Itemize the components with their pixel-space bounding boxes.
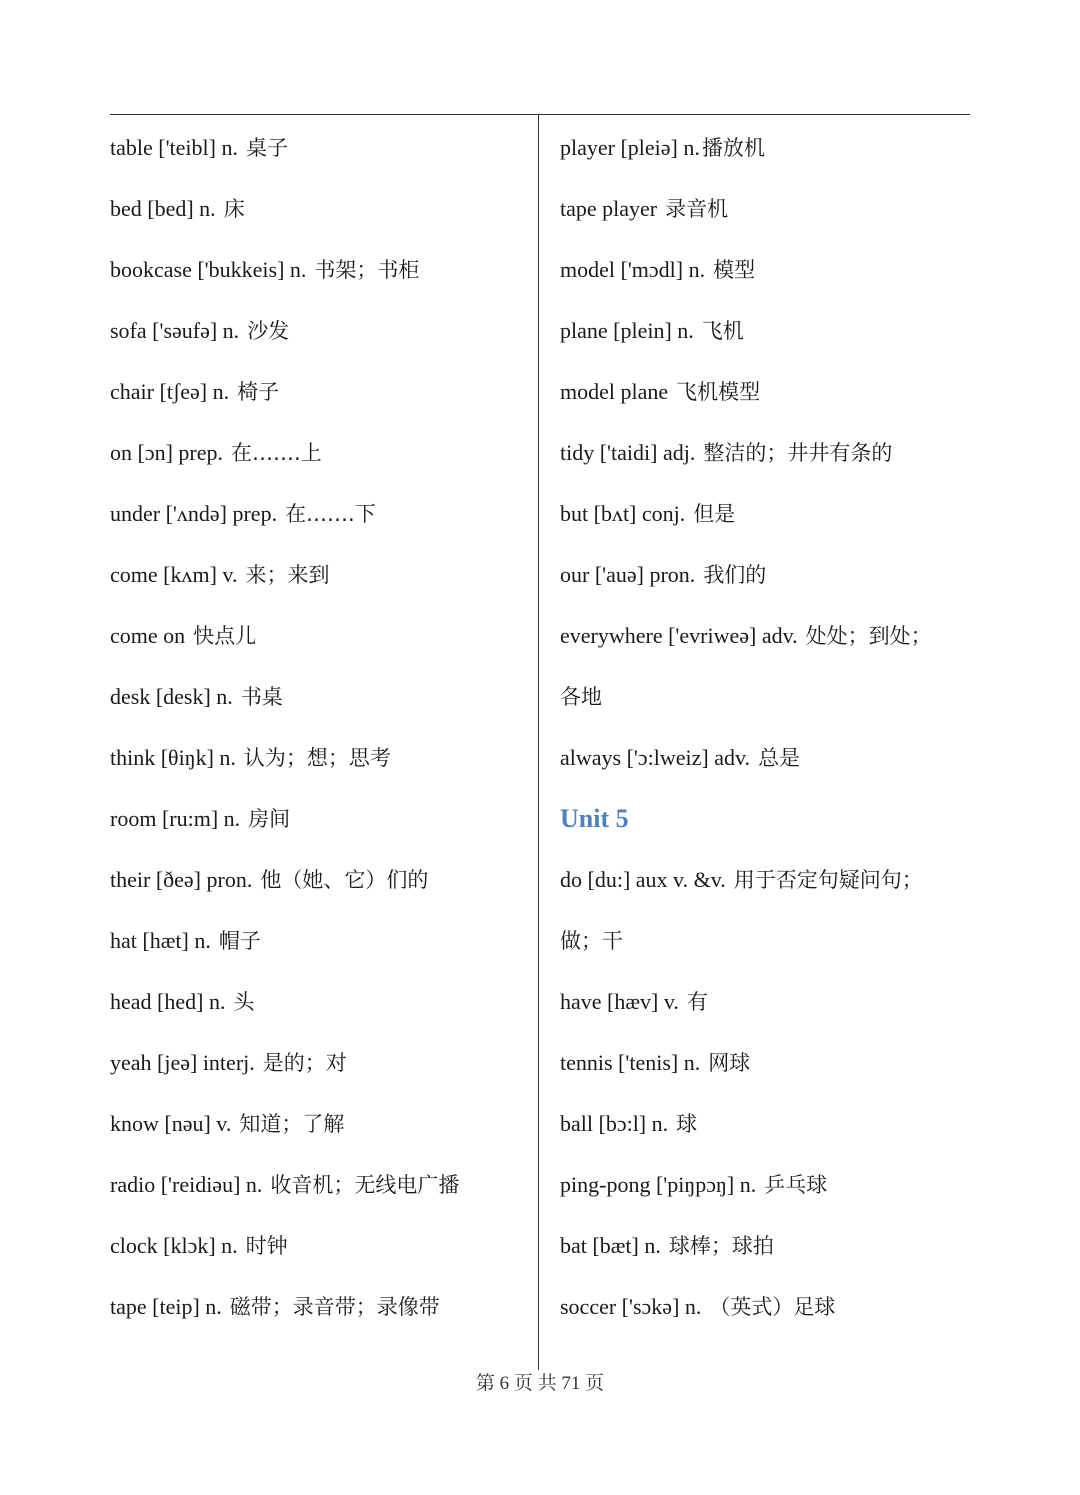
vocab-entry [110, 849, 530, 910]
entry-english: come on [110, 623, 186, 648]
entry-chinese: 是的；对 [262, 1051, 347, 1075]
entry-english: yeah [jeə] interj. [110, 1050, 255, 1075]
entry-english: ping-pong ['piŋpɔŋ] n. [560, 1172, 757, 1197]
vocab-entry [560, 1154, 980, 1215]
entry-chinese: 乒乓球 [764, 1173, 828, 1197]
entry-english: hat [hæt] n. [110, 928, 211, 953]
vocab-entry [110, 239, 530, 300]
entry-chinese: 桌子 [245, 136, 288, 160]
entry-chinese: 他（她、它）们的 [260, 868, 429, 892]
entry-chinese: 网球 [708, 1051, 751, 1075]
entry-english: think [θiŋk] n. [110, 745, 236, 770]
entry-chinese: 知道；了解 [239, 1112, 345, 1136]
entry-chinese: 飞机模型 [676, 380, 761, 404]
entry-english: model plane [560, 379, 669, 404]
entry-english: chair [tʃeə] n. [110, 379, 230, 404]
entry-chinese: 录音机 [665, 197, 729, 221]
entry-english: our ['auə] pron. [560, 562, 696, 587]
entry-chinese: 时钟 [245, 1234, 288, 1258]
vocab-entry [560, 544, 980, 605]
entry-english: soccer ['sɔkə] n. [560, 1294, 702, 1319]
entry-english: player [pleiə] n. [560, 135, 700, 160]
vocab-entry [560, 1276, 980, 1337]
vocab-entry [560, 178, 980, 239]
entry-chinese: 整洁的；井井有条的 [703, 441, 893, 465]
entry-chinese: 书架；书柜 [314, 258, 420, 282]
vocab-entry [560, 117, 980, 178]
vocab-entry [560, 971, 980, 1032]
vocab-entry [110, 300, 530, 361]
entry-chinese: 但是 [693, 502, 736, 526]
vocab-entry-continuation [560, 910, 980, 971]
entry-english: do [du:] aux v. &v. [560, 867, 726, 892]
unit-heading: Unit 5 [560, 804, 629, 833]
vocab-entry [110, 1032, 530, 1093]
vocab-entry [110, 910, 530, 971]
entry-chinese: 模型 [713, 258, 756, 282]
entry-chinese: 在…….上 [231, 441, 322, 465]
entry-english: model ['mɔdl] n. [560, 257, 706, 282]
entry-chinese: 用于否定句疑问句； [733, 868, 923, 892]
vocab-entry [560, 849, 980, 910]
vocab-entry [110, 422, 530, 483]
vocab-entry [560, 483, 980, 544]
vocab-entry [110, 483, 530, 544]
entry-english: everywhere ['evriweə] adv. [560, 623, 798, 648]
entry-chinese: 头 [233, 990, 255, 1014]
page-number-footer: 第 6 页 共 71 页 [475, 1373, 605, 1394]
vocab-entry [560, 1032, 980, 1093]
entry-english: under ['ʌndə] prep. [110, 501, 278, 526]
vocab-entry [110, 727, 530, 788]
entry-chinese: 书桌 [240, 685, 283, 709]
entry-chinese: 收音机；无线电广播 [270, 1173, 460, 1197]
entry-english: table ['teibl] n. [110, 135, 238, 160]
vocab-entry [110, 117, 530, 178]
vocab-entry [110, 1093, 530, 1154]
entry-chinese: （英式）足球 [709, 1295, 836, 1319]
entry-chinese: 飞机 [701, 319, 744, 343]
entry-english: tidy ['taidi] adj. [560, 440, 696, 465]
entry-english: on [ɔn] prep. [110, 440, 224, 465]
vocab-entry [110, 544, 530, 605]
vocab-entry [560, 239, 980, 300]
vocab-entry [560, 361, 980, 422]
entry-chinese: 磁带；录音带；录像带 [229, 1295, 440, 1319]
entry-chinese: 有 [686, 990, 708, 1014]
vocab-entry [560, 1093, 980, 1154]
entry-chinese: 认为；想；思考 [243, 746, 391, 770]
vocab-entry [110, 788, 530, 849]
entry-english: always ['ɔ:lweiz] adv. [560, 745, 751, 770]
entry-chinese: 各地 [560, 685, 602, 709]
entry-english: tape player [560, 196, 658, 221]
left-column [110, 117, 530, 1337]
entry-chinese: 来；来到 [245, 563, 330, 587]
vocab-entry [560, 727, 980, 788]
entry-chinese: 做；干 [560, 929, 623, 953]
entry-english: head [hed] n. [110, 989, 226, 1014]
entry-english: bed [bed] n. [110, 196, 216, 221]
entry-chinese: 在…….下 [285, 502, 376, 526]
entry-chinese: 房间 [248, 807, 291, 831]
entry-english: desk [desk] n. [110, 684, 233, 709]
entry-english: know [nəu] v. [110, 1111, 232, 1136]
entry-english: but [bʌt] conj. [560, 501, 686, 526]
entry-english: tennis ['tenis] n. [560, 1050, 701, 1075]
entry-chinese: 沙发 [247, 319, 290, 343]
vocab-entry [110, 605, 530, 666]
vocab-entry [110, 178, 530, 239]
entry-english: tape [teip] n. [110, 1294, 222, 1319]
vocab-entry [110, 1215, 530, 1276]
entry-chinese: 播放机 [701, 136, 765, 160]
entry-english: room [ru:m] n. [110, 806, 241, 831]
vocab-entry [110, 1276, 530, 1337]
vocab-entry [110, 971, 530, 1032]
vocab-entry [110, 1154, 530, 1215]
entry-english: come [kʌm] v. [110, 562, 238, 587]
vocab-entry [560, 300, 980, 361]
vocab-entry [560, 605, 980, 666]
entry-english: radio ['reidiəu] n. [110, 1172, 263, 1197]
entry-chinese: 球棒；球拍 [668, 1234, 774, 1258]
entry-chinese: 我们的 [703, 563, 767, 587]
vocab-entry [560, 422, 980, 483]
entry-english: bookcase ['bukkeis] n. [110, 257, 307, 282]
entry-chinese: 总是 [758, 746, 801, 770]
entry-english: sofa ['səufə] n. [110, 318, 240, 343]
right-column [560, 117, 980, 1337]
entry-chinese: 床 [223, 197, 245, 221]
entry-english: clock [klɔk] n. [110, 1233, 238, 1258]
entry-english: bat [bæt] n. [560, 1233, 661, 1258]
vocab-entry [560, 1215, 980, 1276]
entry-chinese: 处处；到处； [805, 624, 932, 648]
vocab-entry [110, 361, 530, 422]
entry-chinese: 快点儿 [193, 624, 257, 648]
vocab-entry [110, 666, 530, 727]
top-rule [110, 114, 970, 115]
entry-english: their [ðeə] pron. [110, 867, 253, 892]
entry-english: have [hæv] v. [560, 989, 679, 1014]
entry-chinese: 球 [676, 1112, 698, 1136]
entry-chinese: 帽子 [218, 929, 261, 953]
entry-english: ball [bɔ:l] n. [560, 1111, 669, 1136]
entry-chinese: 椅子 [237, 380, 280, 404]
vocab-entry-continuation [560, 666, 980, 727]
entry-english: plane [plein] n. [560, 318, 694, 343]
column-divider [538, 115, 539, 1370]
